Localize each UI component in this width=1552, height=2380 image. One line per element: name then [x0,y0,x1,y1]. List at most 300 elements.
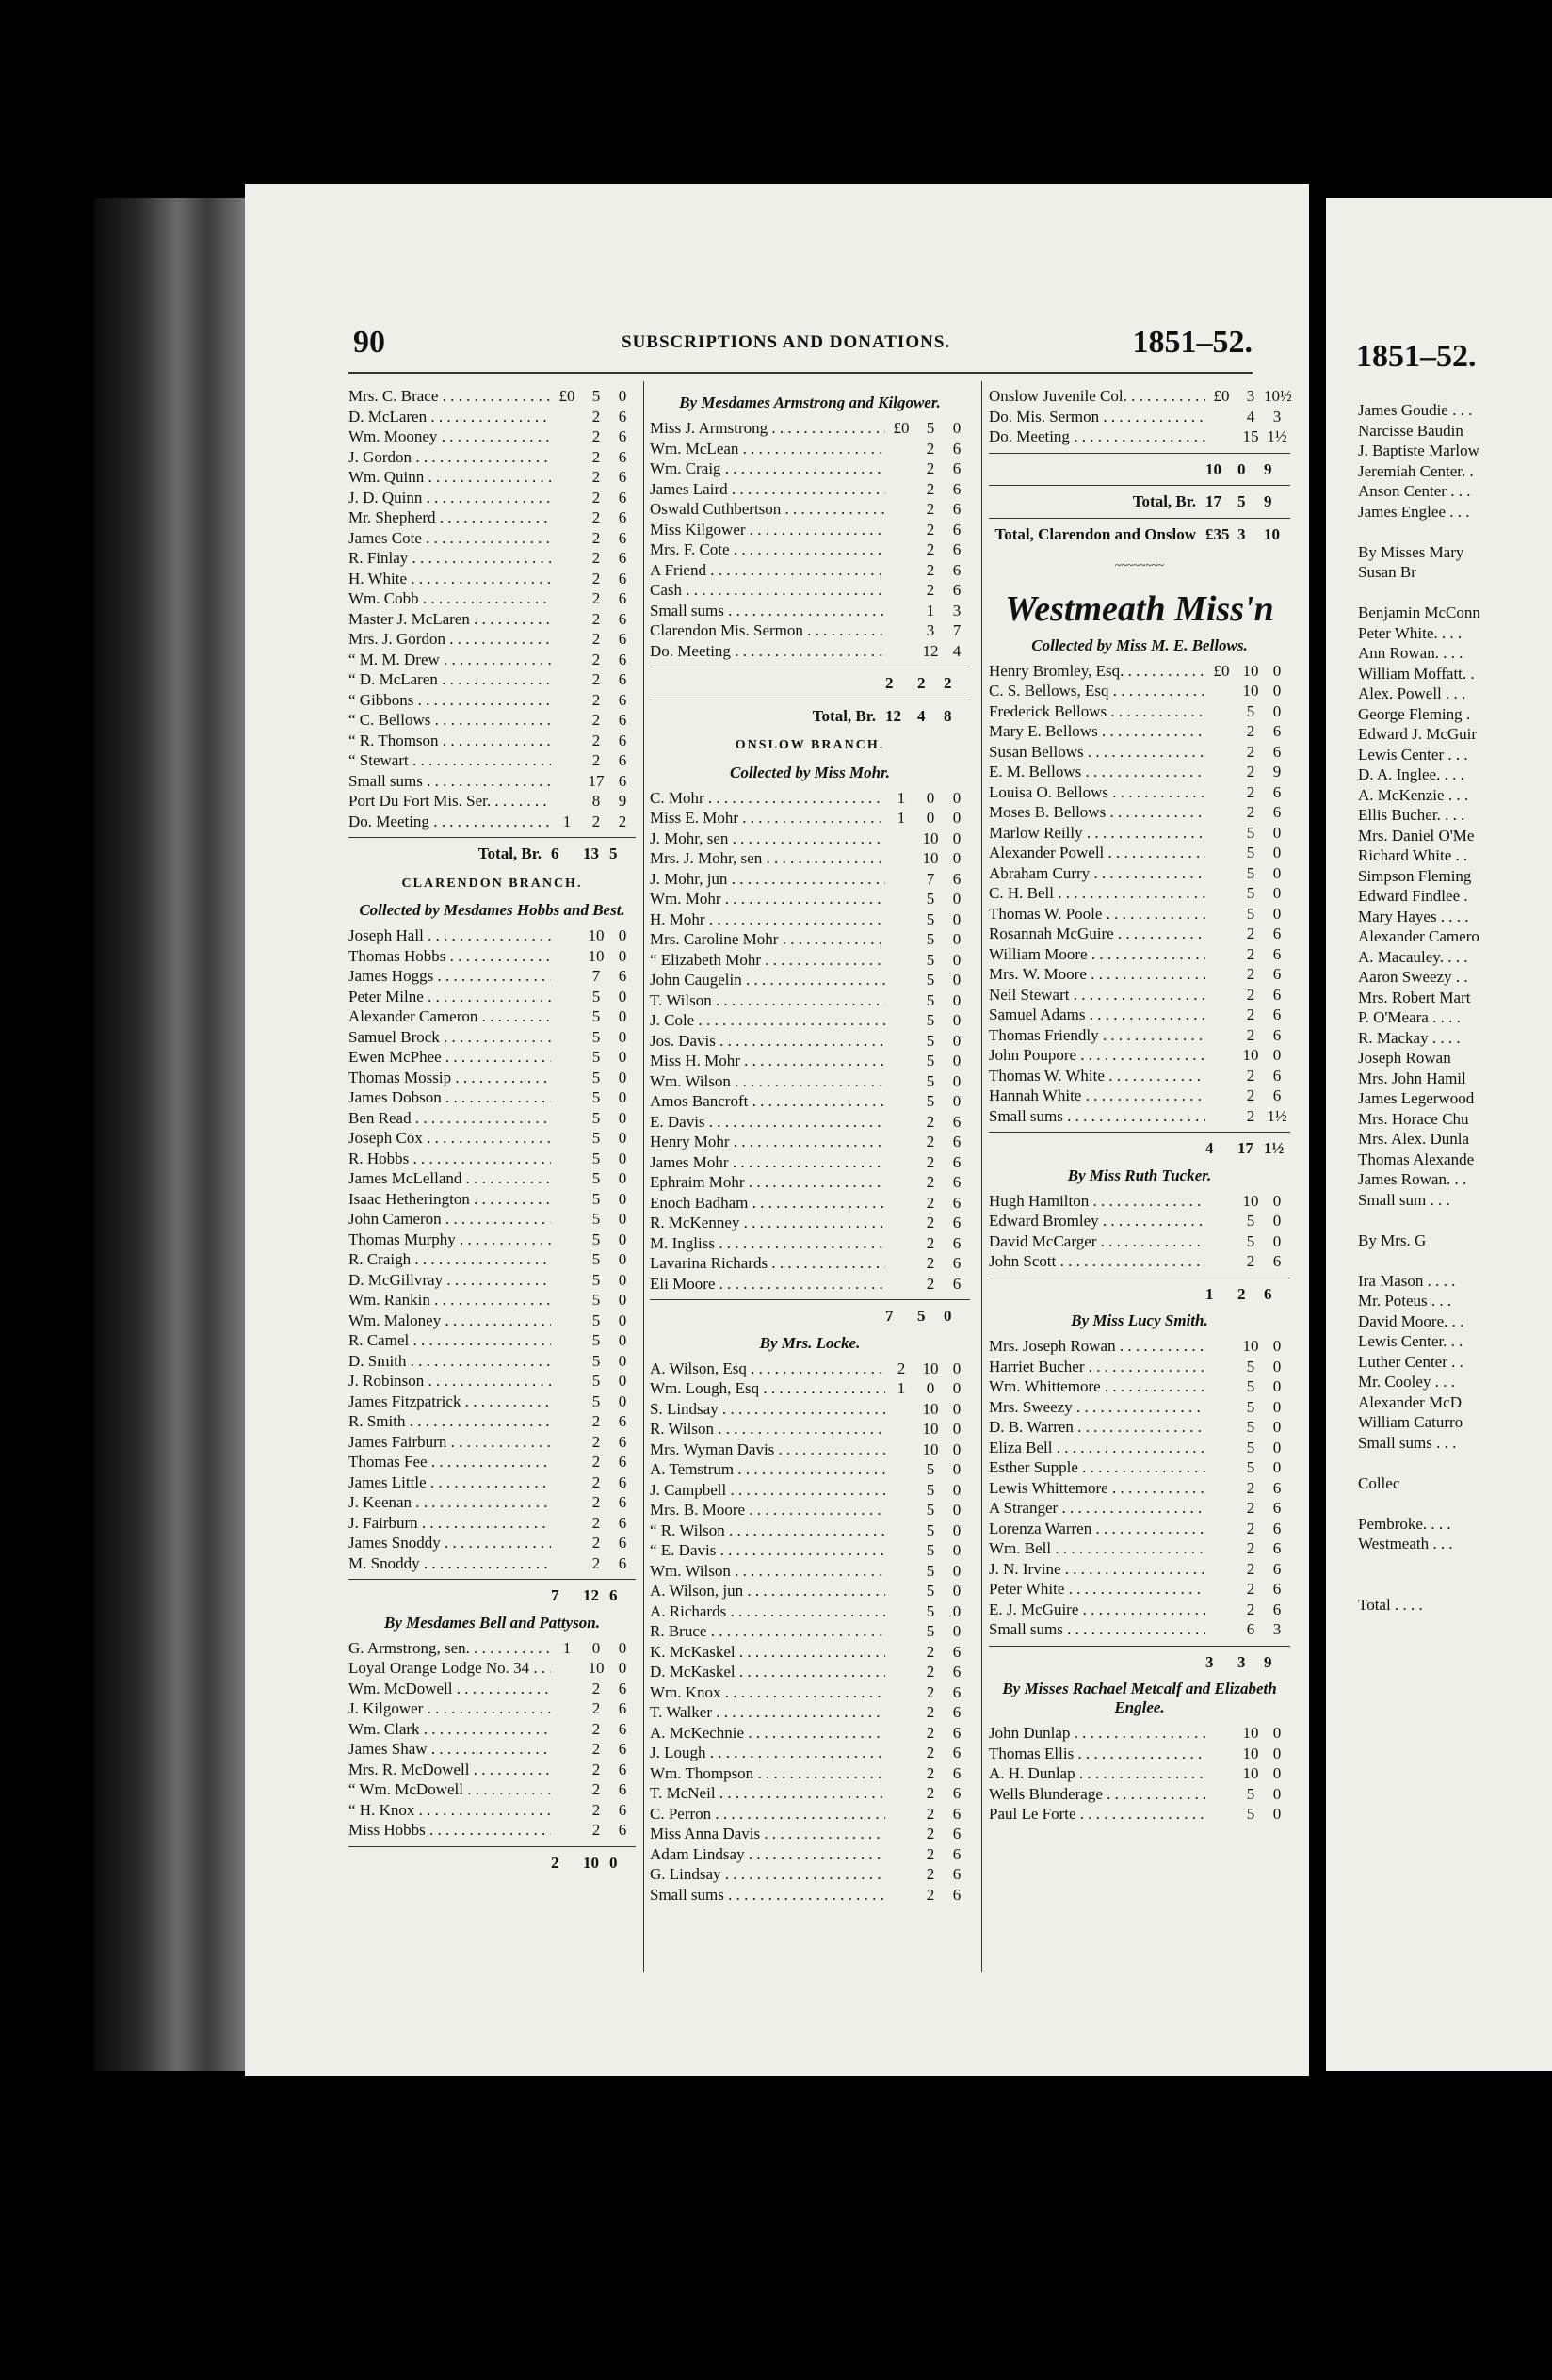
amount-b: 10 [922,828,939,847]
amount-c: 0 [952,1011,962,1029]
amount-c: 6 [618,1740,627,1758]
ledger-row [650,1132,970,1152]
amount-a [551,1698,583,1719]
ledger-row [348,1330,636,1351]
amount-a [551,791,583,812]
donor-name: Samuel Brock . . . [348,1027,551,1048]
ledger-line: Narcisse Baudin [1358,421,1463,440]
amount-c: 0 [952,1420,962,1438]
ledger-row [348,1658,636,1679]
page-title: SUBSCRIPTIONS AND DONATIONS. [622,332,951,352]
amount-c: 6 [952,1865,962,1883]
amount-a [1205,1005,1237,1025]
donor-name: Do. Mis. Sermon . . . [989,407,1205,427]
ledger-row [650,1172,970,1193]
amount-c: 0 [952,1582,962,1600]
amount-c: 0 [1272,1744,1282,1762]
amount-c: 6 [1272,782,1282,801]
amount-b: 2 [926,581,935,599]
total-label: Total, Br. [812,706,876,725]
amount-c: 3 [1272,407,1282,426]
amount-c: 6 [618,1534,627,1552]
amount-a [885,869,917,890]
amount-b: 2 [1246,944,1255,963]
amount-b: 5 [591,1007,601,1025]
amount-a [551,1371,583,1391]
amount-b: 2 [591,711,601,729]
amount-c: 0 [618,1351,627,1370]
amount-c: 0 [952,788,962,807]
amount-b: 5 [1246,1397,1255,1416]
amount-b: 2 [591,427,601,445]
ledger-row [650,560,970,581]
amount-a: £0 [1213,387,1230,405]
amount-b: 10 [588,1659,605,1677]
donor-name: R. Craigh . . . [348,1249,551,1270]
donor-name: Small sums . . . [650,601,885,621]
ledger-row [650,1480,970,1501]
donor-name: C. Mohr . . . [650,788,885,809]
amount-a [551,569,583,589]
ledger-row [650,1540,970,1561]
donor-name: James Cote . . . [348,528,551,549]
amount-b: 7 [926,869,935,888]
ledger-row [348,966,636,987]
ledger-line [1358,1250,1480,1271]
ledger-row [348,1230,636,1250]
ledger-row [348,731,636,751]
donor-name: Master J. McLaren . . . [348,609,551,630]
amount-b: 5 [591,1331,601,1349]
amount-b: 2 [1237,1284,1246,1303]
amount-c: 6 [952,1844,962,1863]
amount-b: 2 [1246,1106,1255,1125]
donor-name: Ephraim Mohr . . . [650,1172,885,1193]
amount-c: 6 [952,1744,962,1761]
amount-a: 1 [897,788,906,807]
amount-b: 2 [591,447,601,466]
amount-a [1205,1519,1237,1539]
ledger-row [650,929,970,950]
collector-heading: By Mesdames Bell and Pattyson. [383,1613,601,1632]
ledger-row [348,507,636,528]
amount-a [551,507,583,528]
amount-c: 6 [618,569,627,587]
donor-name: R. McKenney . . . [650,1213,885,1233]
ledger-row [348,1006,636,1027]
amount-c: 6 [618,468,627,486]
amount-c: 6 [952,1763,962,1782]
ledger-line: P. O'Meara . . . . [1358,1008,1461,1026]
donor-name: Small sums . . . [989,1619,1205,1640]
ledger-row [650,479,970,500]
amount-b: 12 [583,1586,599,1604]
collector-heading: Collected by Miss M. E. Bellows. [1031,635,1248,654]
amount-b: 5 [917,1307,926,1325]
amount-c: 3 [952,601,962,619]
ledger-row [989,1438,1290,1458]
amount-b: 5 [1246,904,1255,923]
ledger-row [650,499,970,520]
amount-b: 10 [922,1359,939,1377]
ledger-row [650,539,970,560]
amount-b: 10 [922,1420,939,1438]
amount-a [885,990,917,1011]
amount-b: 6 [1246,1620,1255,1638]
donor-name: James Snoddy . . . [348,1533,551,1553]
donor-name: Eli Moore . . . [650,1274,885,1295]
ledger-row [650,1193,970,1214]
amount-c: 0 [952,1092,962,1110]
amount-a [885,1213,917,1233]
amount-b: 2 [591,1513,601,1532]
ledger-line: Mrs. Daniel O'Me [1358,826,1475,844]
donor-name: Miss Hobbs . . . [348,1820,551,1841]
amount-a [551,1351,583,1372]
amount-c: 6 [618,1760,627,1778]
amount-c: 0 [952,849,962,867]
donor-name: Wm. McDowell . . . [348,1679,551,1699]
donor-name: Adam Lindsay . . . [650,1844,885,1865]
ledger-row [650,580,970,601]
amount-a [885,1601,917,1622]
donor-name: C. Perron . . . [650,1804,885,1825]
donor-name: Mrs. C. Brace . . . [348,386,551,407]
total-row [989,453,1290,480]
ledger-line: R. Mackay . . . . [1358,1028,1461,1047]
amount-a [885,539,917,560]
ledger-row [348,690,636,711]
ledger-row [989,681,1290,701]
amount-c: 6 [952,1214,962,1231]
amount-c: 9 [1264,1652,1272,1671]
amount-b: 2 [926,1865,935,1883]
donor-name: R. Smith . . . [348,1411,551,1432]
amount-b: 2 [591,1493,601,1511]
ledger-row [650,1500,970,1520]
amount-a [551,1492,583,1513]
donor-name: D. McGillvray . . . [348,1270,551,1291]
donor-name: Small sums . . . [348,771,551,792]
amount-a [885,929,917,950]
amount-c: 5 [609,844,618,862]
ledger-row [989,1336,1290,1357]
amount-b: 2 [591,1821,601,1839]
amount-c: 6 [1272,1559,1282,1578]
amount-b: 5 [1246,1231,1255,1250]
ledger-row [989,1763,1290,1784]
ledger-line: Lewis Center . . . [1358,745,1468,764]
amount-b: 10 [588,926,605,944]
donor-name: Louisa O. Bellows . . . [989,782,1205,803]
donor-name: Esther Supple . . . [989,1457,1205,1478]
donor-name: “ E. Davis . . . [650,1540,885,1561]
amount-a [551,731,583,751]
ledger-line [1358,1493,1480,1514]
amount-a [551,426,583,447]
donor-name: Mrs. J. Gordon . . . [348,629,551,650]
amount-a [885,1885,917,1906]
donor-name: Samuel Adams . . . [989,1005,1205,1025]
donor-name: Do. Meeting . . . [348,812,551,832]
amount-c: 0 [952,890,962,908]
amount-a [885,1172,917,1193]
donor-name: J. N. Irvine . . . [989,1559,1205,1580]
donor-name: Wm. Knox . . . [650,1682,885,1703]
amount-b: 10 [588,946,605,965]
amount-c: 6 [618,751,627,769]
amount-a [551,1027,583,1048]
donor-name: A. H. Dunlap . . . [989,1763,1205,1784]
amount-a [885,520,917,540]
donor-name: Wm. Whittemore . . . [989,1376,1205,1397]
donor-name: H. Mohr . . . [650,909,885,930]
donor-name: James McLelland . . . [348,1168,551,1189]
ledger-line: Small sum . . . [1358,1190,1450,1209]
donor-name: Wm. Mooney . . . [348,426,551,447]
ornament-divider: ~~~~~~~~ [1115,558,1164,571]
amount-b: 2 [926,1682,935,1701]
amount-a [1205,964,1237,985]
amount-a [551,1800,583,1821]
amount-c: 6 [1272,985,1282,1004]
ledger-line: Peter White. . . . [1358,623,1463,642]
amount-b: 2 [926,1763,935,1782]
amount-c: 6 [952,1663,962,1680]
amount-c: 0 [952,1622,962,1640]
amount-b: 2 [926,1133,935,1150]
amount-c: 6 [952,459,962,477]
amount-c: 8 [944,706,952,725]
amount-a [885,560,917,581]
ledger-row [348,467,636,488]
amount-b: 2 [926,1254,935,1272]
ledger-row [650,1071,970,1092]
amount-c: 6 [952,1804,962,1823]
donor-name: Mrs. Sweezy . . . [989,1397,1205,1418]
amount-a [551,1209,583,1230]
amount-b: 5 [591,1351,601,1370]
ledger-line: Simpson Fleming [1358,866,1472,885]
donor-name: T. McNeil . . . [650,1783,885,1804]
amount-c: 0 [1272,682,1282,700]
amount-a: 17 [1205,492,1221,510]
amount-c: 0 [1272,863,1282,882]
ledger-row [989,1784,1290,1805]
ledger-row [650,889,970,909]
ledger-row [650,1051,970,1071]
donor-name: Small sums . . . [989,1106,1205,1127]
ledger-row [348,1209,636,1230]
amount-b: 2 [1246,1539,1255,1557]
amount-a [551,1739,583,1760]
ledger-row [989,863,1290,884]
amount-b: 10 [1242,682,1259,700]
amount-a [1205,742,1237,763]
amount-c: 6 [1272,803,1282,821]
amount-c: 6 [952,581,962,599]
amount-b: 5 [926,1480,935,1499]
amount-b: 2 [1246,1580,1255,1598]
donor-name: R. Hobbs . . . [348,1149,551,1169]
column-3 [989,386,1290,1825]
amount-c: 6 [1272,1499,1282,1517]
amount-b: 2 [917,674,926,692]
amount-b: 5 [591,1189,601,1208]
amount-a [885,1091,917,1112]
amount-c: 6 [952,1173,962,1191]
donor-name: R. Finlay . . . [348,548,551,569]
amount-a [885,950,917,971]
amount-a [1205,721,1237,742]
ledger-row [989,407,1290,427]
donor-name: M. Ingliss . . . [650,1233,885,1254]
ledger-line: Alexander Camero [1358,927,1479,945]
amount-c: 0 [952,1601,962,1620]
ledger-line [1358,1554,1480,1575]
amount-a [551,1249,583,1270]
amount-b: 5 [591,1372,601,1390]
amount-c: 6 [618,1821,627,1839]
amount-a [551,548,583,569]
total-label: Total, Br. [1132,492,1196,510]
amount-b: 2 [591,407,601,426]
amount-a [1205,782,1237,803]
donor-name: Do. Meeting . . . [650,641,885,662]
amount-a [885,1763,917,1784]
amount-c: 6 [952,500,962,518]
ledger-row [348,609,636,630]
donor-name: Lorenza Warren . . . [989,1519,1205,1539]
amount-c: 6 [618,1553,627,1572]
amount-c: 6 [952,1133,962,1150]
amount-b: 0 [591,1638,601,1657]
ledger-line: Collec [1358,1473,1400,1492]
donor-name: Mrs. Wyman Davis . . . [650,1439,885,1460]
amount-c: 6 [952,1254,962,1272]
ledger-row [348,1087,636,1108]
amount-c: 6 [1272,1025,1282,1044]
amount-a [885,1152,917,1173]
ledger-row [650,1621,970,1642]
amount-a [1205,802,1237,823]
amount-a [885,1561,917,1582]
donor-name: Frederick Bellows . . . [989,701,1205,722]
donor-name: Hugh Hamilton . . . [989,1191,1205,1212]
amount-b: 2 [926,1663,935,1680]
amount-c: 6 [1272,1066,1282,1085]
donor-name: Wm. Quinn . . . [348,467,551,488]
ledger-row [989,1211,1290,1231]
page-year: 1851–52. [1356,339,1477,374]
amount-b: 15 [1242,427,1259,445]
amount-a [885,1864,917,1885]
donor-name: Wells Blunderage . . . [989,1784,1205,1805]
total-label: Total, Clarendon and Onslow [994,524,1196,543]
amount-b: 2 [591,528,601,547]
amount-b: 5 [591,987,601,1005]
donor-name: A. Wilson, jun . . . [650,1581,885,1601]
amount-b: 2 [591,650,601,668]
collector-heading: Collected by Miss Mohr. [729,763,890,781]
amount-b: 2 [926,1885,935,1904]
ledger-row [989,1106,1290,1127]
donor-name: J. Campbell . . . [650,1480,885,1501]
donor-name: Jos. Davis . . . [650,1031,885,1052]
donor-name: Wm. Mohr . . . [650,889,885,909]
amount-b: 2 [591,609,601,628]
amount-a [1205,1579,1237,1600]
amount-a [1205,1498,1237,1519]
ledger-row [650,1763,970,1784]
amount-c: 0 [618,1189,627,1208]
amount-b: 2 [591,1534,601,1552]
ledger-row [650,1439,970,1460]
amount-a [885,1274,917,1295]
ledger-row [348,1068,636,1088]
donor-name: “ Stewart . . . [348,750,551,771]
amount-b: 2 [926,439,935,458]
donor-name: James Mohr . . . [650,1152,885,1173]
amount-b: 5 [1246,1438,1255,1456]
amount-c: 6 [952,869,962,888]
donor-name: John Scott . . . [989,1251,1205,1272]
donor-name: Peter Milne . . . [348,987,551,1007]
ledger-line [1358,583,1480,603]
amount-b: 12 [922,641,939,660]
ledger-row [650,1112,970,1133]
amount-a: 3 [1205,1652,1214,1671]
amount-a [551,1658,583,1679]
donor-name: John Dunlap . . . [989,1723,1205,1744]
ledger-row [348,987,636,1007]
amount-a [551,1533,583,1553]
amount-a [1205,1251,1237,1272]
amount-a [551,1820,583,1841]
amount-c: 6 [618,427,627,445]
ledger-row [650,1091,970,1112]
donor-name: Lewis Whittemore . . . [989,1478,1205,1499]
amount-a [551,1270,583,1291]
amount-c: 6 [952,1642,962,1661]
amount-a [551,710,583,731]
amount-c: 6 [1272,722,1282,740]
ledger-row [650,1010,970,1031]
ledger-line: Mrs. Alex. Dunla [1358,1130,1470,1148]
ledger-line: Total . . . . [1358,1595,1423,1614]
ledger-row [348,1270,636,1291]
donor-name: Oswald Cuthbertson . . . [650,499,885,520]
amount-a [885,1500,917,1520]
donor-name: Miss Kilgower . . . [650,520,885,540]
amount-b: 10 [1242,1191,1259,1210]
amount-a [551,1068,583,1088]
ledger-line: Anson Center . . . [1358,482,1471,500]
amount-b: 2 [591,1699,601,1717]
ledger-line: Ira Mason . . . . [1358,1271,1456,1290]
amount-a: 1 [897,809,906,827]
amount-c: 9 [1264,492,1272,510]
ledger-row [989,1376,1290,1397]
donor-name: J. Lough . . . [650,1743,885,1763]
ledger-row [989,782,1290,803]
amount-c: 6 [618,407,627,426]
ledger-line: Edward J. McGuir [1358,725,1478,743]
amount-a [551,1149,583,1169]
amount-c: 6 [618,488,627,507]
amount-c: 9 [1264,459,1272,478]
amount-b: 2 [926,1274,935,1293]
